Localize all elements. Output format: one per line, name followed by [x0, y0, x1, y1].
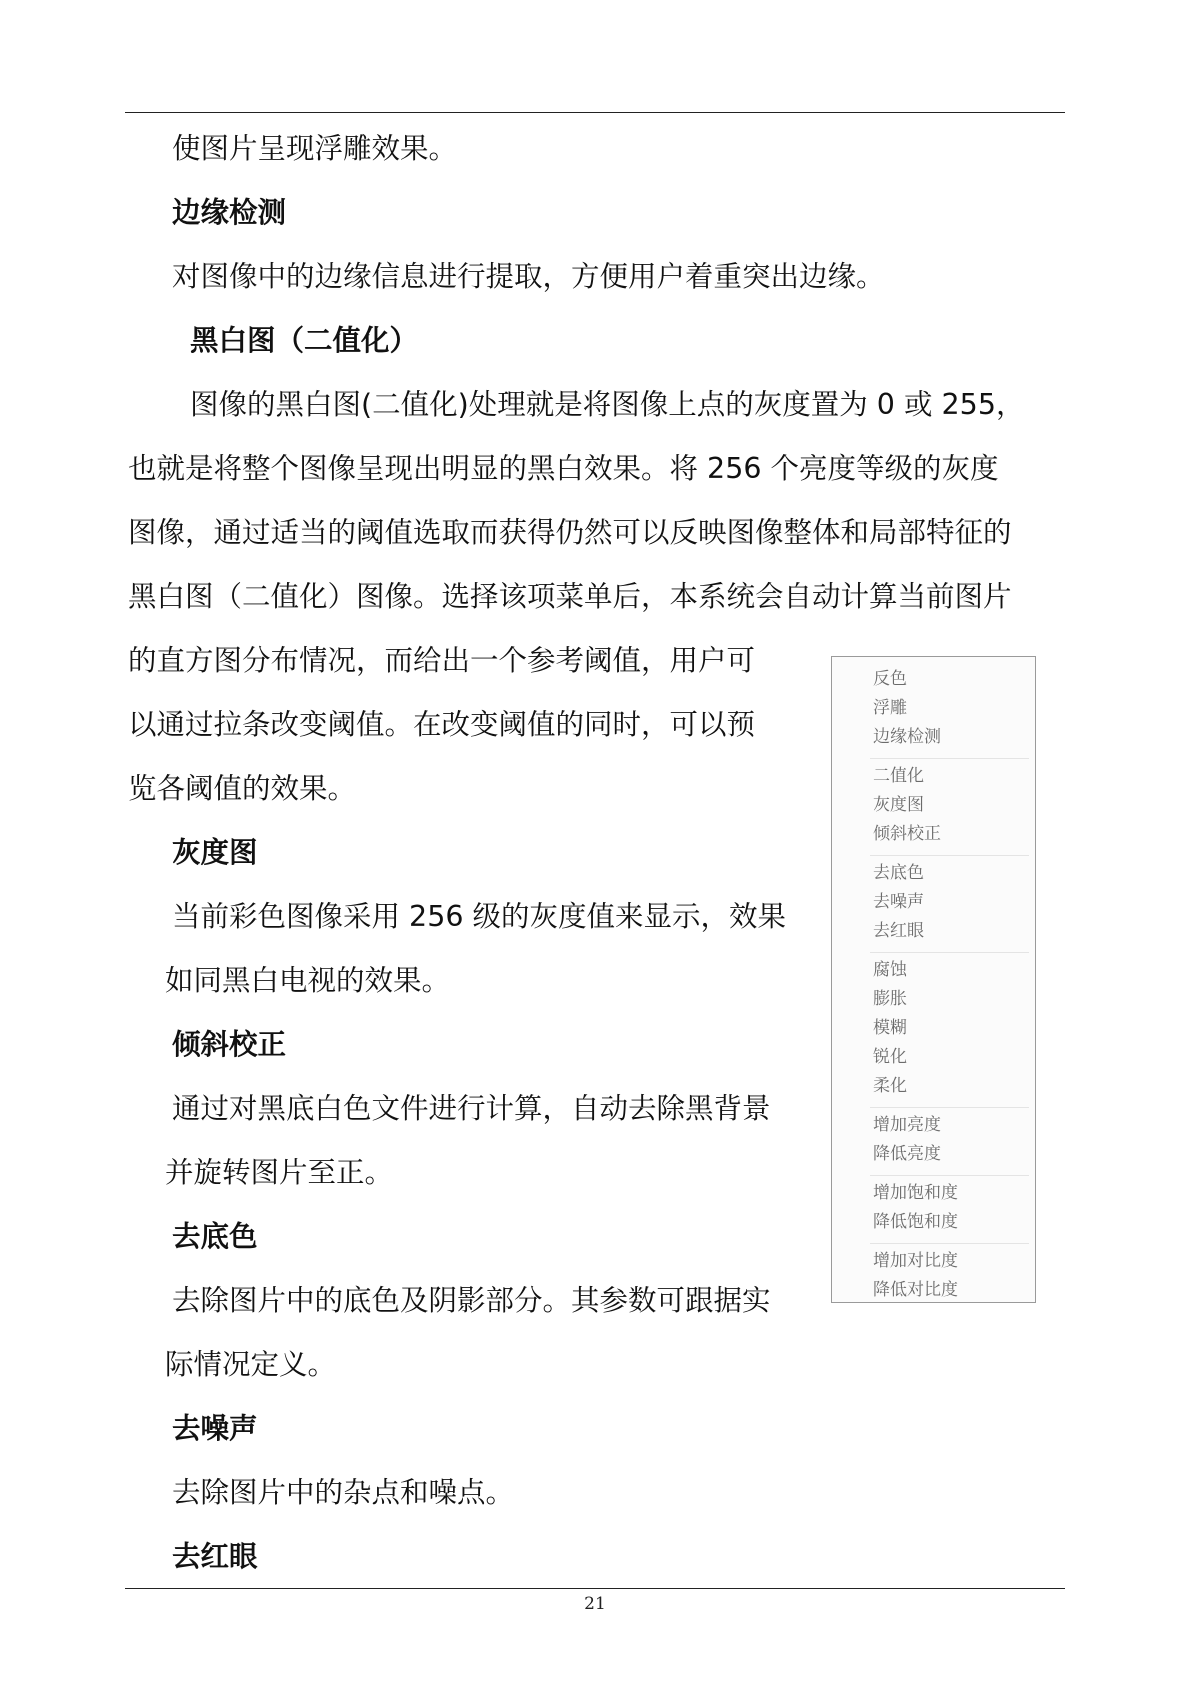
menu-item-increase-brightness[interactable]: 增加亮度 [873, 1115, 941, 1135]
menu-item-increase-contrast[interactable]: 增加对比度 [873, 1251, 958, 1271]
paragraph-grayscale-line-1: 当前彩色图像采用 256 级的灰度值来显示，效果 [172, 900, 787, 933]
menu-separator [870, 952, 1029, 953]
paragraph-binarize-line-6: 以通过拉条改变阈值。在改变阈值的同时，可以预 [128, 708, 756, 741]
paragraph-binarize-line-7: 览各阈值的效果。 [128, 772, 357, 805]
paragraph-deskew-line-1: 通过对黑底白色文件进行计算，自动去除黑背景 [172, 1092, 771, 1125]
image-processing-menu [831, 656, 1036, 1303]
paragraph-binarize-line-3: 图像，通过适当的阈值选取而获得仍然可以反映图像整体和局部特征的 [128, 516, 1012, 549]
paragraph-binarize-line-5: 的直方图分布情况，而给出一个参考阈值，用户可 [128, 644, 756, 677]
paragraph-remove-background-line-1: 去除图片中的底色及阴影部分。其参数可跟据实 [172, 1284, 771, 1317]
menu-item-edge-detection[interactable]: 边缘检测 [873, 727, 941, 747]
footer-rule [125, 1588, 1065, 1589]
paragraph-denoise: 去除图片中的杂点和噪点。 [172, 1476, 515, 1509]
menu-item-red-eye[interactable]: 去红眼 [873, 921, 924, 941]
menu-item-decrease-contrast[interactable]: 降低对比度 [873, 1280, 958, 1300]
menu-item-erode[interactable]: 腐蚀 [873, 960, 907, 980]
menu-item-binarize[interactable]: 二值化 [873, 766, 924, 786]
header-rule [125, 112, 1065, 113]
heading-edge-detection: 边缘检测 [172, 196, 287, 229]
heading-remove-background: 去底色 [172, 1220, 258, 1253]
menu-separator [870, 1243, 1029, 1244]
menu-item-remove-background[interactable]: 去底色 [873, 863, 924, 883]
menu-item-decrease-saturation[interactable]: 降低饱和度 [873, 1212, 958, 1232]
paragraph-binarize-line-1: 图像的黑白图(二值化)处理就是将图像上点的灰度置为 0 或 255， [190, 388, 1025, 421]
menu-item-deskew[interactable]: 倾斜校正 [873, 824, 941, 844]
heading-deskew: 倾斜校正 [172, 1028, 287, 1061]
paragraph-binarize-line-4: 黑白图（二值化）图像。选择该项菜单后，本系统会自动计算当前图片 [128, 580, 1012, 613]
paragraph-edge-detection: 对图像中的边缘信息进行提取，方便用户着重突出边缘。 [172, 260, 885, 293]
paragraph-remove-background-line-2: 际情况定义。 [165, 1348, 337, 1381]
page-number: 21 [584, 1594, 606, 1614]
menu-item-grayscale[interactable]: 灰度图 [873, 795, 924, 815]
menu-separator [870, 758, 1029, 759]
heading-denoise: 去噪声 [172, 1412, 258, 1445]
menu-item-emboss[interactable]: 浮雕 [873, 698, 907, 718]
menu-separator [870, 1175, 1029, 1176]
menu-item-soften[interactable]: 柔化 [873, 1076, 907, 1096]
paragraph-emboss-desc: 使图片呈现浮雕效果。 [172, 132, 458, 165]
heading-grayscale: 灰度图 [172, 836, 258, 869]
menu-item-invert[interactable]: 反色 [873, 669, 907, 689]
paragraph-grayscale-line-2: 如同黑白电视的效果。 [165, 964, 451, 997]
menu-item-blur[interactable]: 模糊 [873, 1018, 907, 1038]
paragraph-deskew-line-2: 并旋转图片至正。 [165, 1156, 394, 1189]
menu-item-decrease-brightness[interactable]: 降低亮度 [873, 1144, 941, 1164]
menu-item-denoise[interactable]: 去噪声 [873, 892, 924, 912]
menu-item-increase-saturation[interactable]: 增加饱和度 [873, 1183, 958, 1203]
heading-binarize: 黑白图（二值化） [190, 324, 419, 357]
heading-red-eye: 去红眼 [172, 1540, 258, 1573]
menu-separator [870, 1107, 1029, 1108]
menu-separator [870, 855, 1029, 856]
menu-item-dilate[interactable]: 膨胀 [873, 989, 907, 1009]
menu-item-sharpen[interactable]: 锐化 [873, 1047, 907, 1067]
paragraph-binarize-line-2: 也就是将整个图像呈现出明显的黑白效果。将 256 个亮度等级的灰度 [128, 452, 999, 485]
